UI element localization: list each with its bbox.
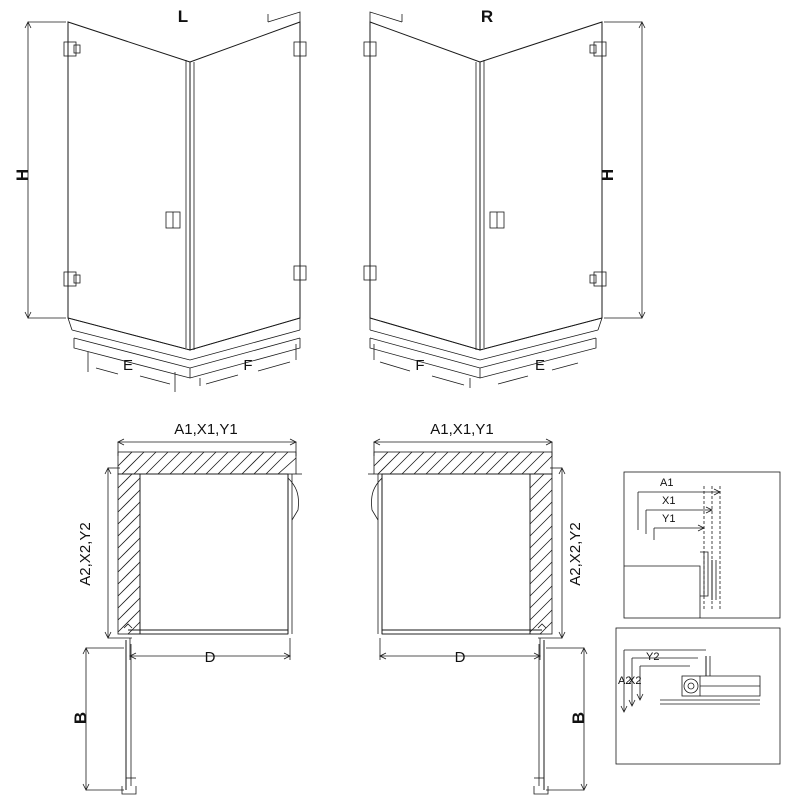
dim-height-left-label: H: [13, 168, 32, 182]
plan-right-wall-side: [530, 474, 552, 634]
left-view-front-panel: [68, 22, 190, 350]
right-view-base-body: [370, 338, 596, 378]
plan-left-enclosure-area: [140, 474, 288, 634]
plan-left-d-label: D: [204, 649, 216, 666]
left-view-base-cap-l: [68, 318, 72, 330]
dim-f-left-line-a: [206, 375, 238, 384]
left-view-base-edge-3: [74, 338, 300, 368]
dim-f-right-line-a: [380, 362, 410, 371]
left-view-side-panel: [190, 22, 300, 350]
right-view-front-panel: [480, 22, 602, 350]
plan-right-profile-curve: [371, 478, 382, 520]
plan-left-door-handle-plan: [122, 786, 136, 794]
left-view-base-body: [74, 338, 300, 378]
plan-left-wall-side-hatch: [118, 474, 140, 634]
detail-box-bottom: [616, 628, 780, 764]
dim-e-left-line-a: [96, 368, 118, 374]
view-left-3d: [13, 7, 306, 392]
view-right-3d: [364, 7, 645, 388]
plan-right-side-dim-label: A2,X2,Y2: [567, 522, 584, 586]
detail-top-x1-label: X1: [662, 495, 676, 507]
dim-f-right-line-b: [432, 376, 464, 385]
plan-left-b-label: B: [71, 711, 90, 725]
dim-e-right-line-a: [498, 376, 528, 384]
plan-right-wall-side-hatch: [530, 474, 552, 634]
detail-top-y1-label: Y1: [662, 513, 676, 525]
detail-bottom-roller: [684, 679, 698, 693]
dim-f-left-line-b: [258, 362, 290, 371]
right-view-side-panel: [370, 22, 480, 350]
right-view-base-cap-r: [598, 318, 602, 330]
plan-right: [368, 421, 588, 794]
plan-left-wall-side: [118, 474, 140, 634]
detail-top-wall-corner: [624, 566, 700, 618]
plan-right-top-dim-label: A1,X1,Y1: [430, 421, 494, 438]
hinge-top-left-plate: [74, 45, 80, 53]
plan-right-wall-top-hatch: [374, 452, 552, 474]
plan-right-door-handle-plan: [534, 786, 548, 794]
plan-left-top-dim-label: A1,X1,Y1: [174, 421, 238, 438]
left-view-top-rail: [268, 12, 300, 22]
detail-bottom-x2-label: X2: [628, 675, 642, 687]
label-base-f-right: F: [415, 357, 425, 374]
detail-bottom-roller-core: [688, 683, 694, 689]
plan-left-side-dim-label: A2,X2,Y2: [77, 522, 94, 586]
view-label-left: L: [177, 7, 189, 26]
hinge-top-right-plate: [590, 45, 596, 53]
dim-height-right-label: H: [598, 168, 617, 182]
plan-left: [71, 421, 302, 794]
detail-box-top: [624, 472, 780, 618]
right-view-base-edge-3: [370, 338, 596, 368]
dim-e-left-line-b: [140, 376, 170, 384]
hinge-bottom-left-plate: [74, 275, 80, 283]
detail-bottom-y2-label: Y2: [646, 651, 660, 663]
detail-bottom-a2-label: A2: [618, 675, 632, 687]
view-label-right: R: [480, 7, 494, 26]
label-base-e-right: E: [534, 357, 546, 374]
plan-right-d-label: D: [454, 649, 466, 666]
detail-top-a1-label: A1: [660, 477, 674, 489]
hinge-bottom-right-plate: [590, 275, 596, 283]
label-base-f-left: F: [243, 357, 253, 374]
plan-right-b-label: B: [569, 711, 588, 725]
plan-left-profile-curve: [288, 478, 299, 520]
label-base-e-left: E: [122, 357, 134, 374]
plan-left-wall-top-hatch: [118, 452, 296, 474]
plan-right-pivot: [538, 624, 546, 628]
right-view-top-rail: [370, 12, 402, 22]
plan-right-enclosure-area: [382, 474, 530, 634]
dim-e-right-line-b: [552, 363, 578, 370]
